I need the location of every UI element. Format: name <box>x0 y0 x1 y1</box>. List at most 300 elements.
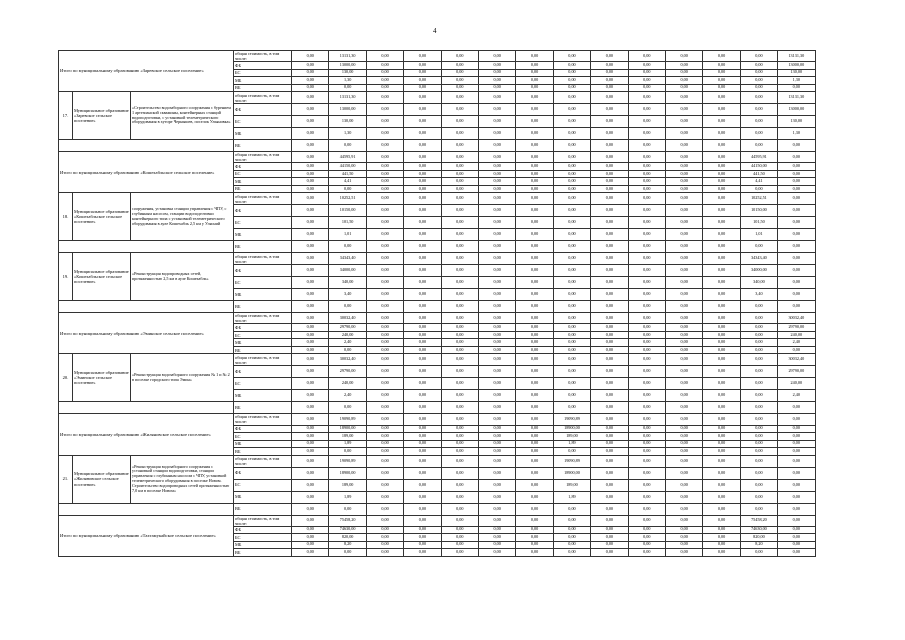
amount-cell: 0,00 <box>516 541 553 549</box>
amount-cell: 0,00 <box>366 217 403 229</box>
amount-cell: 0,00 <box>553 390 590 402</box>
funding-source: общая стоимость, в том числе: <box>234 455 292 467</box>
amount-cell: 0,00 <box>628 104 665 116</box>
amount-cell: 10252,51 <box>740 193 777 205</box>
amount-cell: 0,00 <box>740 503 777 515</box>
amount-cell: 0,00 <box>628 354 665 366</box>
amount-cell: 0,00 <box>665 366 702 378</box>
amount-cell: 0,00 <box>628 448 665 456</box>
amount-cell: 0,00 <box>703 324 740 332</box>
amount-cell: 0,00 <box>516 84 553 92</box>
amount-cell: 0,00 <box>292 51 329 62</box>
amount-cell: 0,00 <box>292 152 329 163</box>
amount-cell: 0,00 <box>778 440 815 448</box>
amount-cell: 0,00 <box>591 526 628 534</box>
amount-cell: 0,00 <box>404 277 441 289</box>
amount-cell: 101,50 <box>740 217 777 229</box>
amount-cell: 0,00 <box>292 69 329 77</box>
amount-cell: 0,00 <box>366 366 403 378</box>
amount-cell: 0,00 <box>740 331 777 339</box>
amount-cell: 0,00 <box>441 313 478 324</box>
amount-cell: 0,00 <box>516 331 553 339</box>
amount-cell: 0,00 <box>366 62 403 70</box>
amount-cell: 0,00 <box>516 241 553 253</box>
amount-cell: 0,00 <box>628 62 665 70</box>
amount-cell: 0,00 <box>553 346 590 354</box>
amount-cell: 0,00 <box>628 425 665 433</box>
amount-cell: 0,00 <box>441 414 478 425</box>
amount-cell: 0,00 <box>703 193 740 205</box>
amount-cell: 13131,30 <box>329 92 366 104</box>
amount-cell: 0,00 <box>292 77 329 85</box>
amount-cell: 0,00 <box>366 241 403 253</box>
amount-cell: 0,00 <box>441 331 478 339</box>
amount-cell: 0,00 <box>778 455 815 467</box>
amount-cell: 0,00 <box>778 526 815 534</box>
amount-cell: 34343,40 <box>329 253 366 265</box>
amount-cell: 0,00 <box>553 541 590 549</box>
funding-source: общая стоимость, в том числе: <box>234 414 292 425</box>
amount-cell: 0,00 <box>628 229 665 241</box>
amount-cell: 0,00 <box>553 549 590 557</box>
amount-cell: 0,00 <box>366 479 403 491</box>
amount-cell: 0,00 <box>329 503 366 515</box>
amount-cell: 0,00 <box>478 241 515 253</box>
amount-cell: 0,00 <box>366 503 403 515</box>
project-description: «Реконструкция водозаборного сооружения № 1 и № 2 в поселке городского типа Эмин» <box>131 354 234 402</box>
amount-cell: 0,00 <box>441 170 478 178</box>
amount-cell: 0,00 <box>441 378 478 390</box>
total-row <box>59 414 816 425</box>
amount-cell: 0,00 <box>553 503 590 515</box>
amount-cell: 0,00 <box>366 253 403 265</box>
amount-cell: 0,00 <box>665 178 702 186</box>
amount-cell: 0,00 <box>404 491 441 503</box>
total-row <box>59 152 816 163</box>
amount-cell: 0,00 <box>478 185 515 193</box>
amount-cell: 0,00 <box>628 205 665 217</box>
funding-source: ВБ <box>234 140 292 152</box>
amount-cell: 0,00 <box>778 229 815 241</box>
amount-cell: 0,00 <box>553 253 590 265</box>
amount-cell: 0,00 <box>516 301 553 313</box>
amount-cell: 0,00 <box>516 448 553 456</box>
funding-source: МБ <box>234 178 292 186</box>
amount-cell: 240,00 <box>329 331 366 339</box>
amount-cell: 0,00 <box>366 534 403 542</box>
amount-cell: 0,00 <box>703 503 740 515</box>
funding-source: общая стоимость, в том числе: <box>234 515 292 526</box>
amount-cell: 0,00 <box>366 346 403 354</box>
funding-source: ФБ <box>234 425 292 433</box>
amount-cell: 0,00 <box>591 366 628 378</box>
amount-cell: 34000,00 <box>329 265 366 277</box>
amount-cell: 0,00 <box>591 170 628 178</box>
amount-cell: 0,00 <box>292 414 329 425</box>
amount-cell: 0,00 <box>628 170 665 178</box>
amount-cell: 0,00 <box>703 229 740 241</box>
amount-cell: 0,00 <box>441 84 478 92</box>
amount-cell: 0,00 <box>591 354 628 366</box>
funding-source: БС <box>234 479 292 491</box>
total-label: Итого по муниципальному образованию «Заревское сельское поселение» <box>59 51 234 92</box>
total-label: Итого по муниципальному образованию «Кошехабльское сельское поселение» <box>59 152 234 193</box>
amount-cell: 0,00 <box>329 241 366 253</box>
amount-cell: 0,00 <box>366 390 403 402</box>
amount-cell: 0,00 <box>628 467 665 479</box>
amount-cell: 0,00 <box>292 515 329 526</box>
amount-cell: 1,89 <box>553 440 590 448</box>
amount-cell: 0,00 <box>366 229 403 241</box>
amount-cell: 1,30 <box>329 128 366 140</box>
amount-cell: 0,00 <box>778 479 815 491</box>
amount-cell: 0,00 <box>516 378 553 390</box>
amount-cell: 0,00 <box>628 84 665 92</box>
amount-cell: 0,00 <box>516 425 553 433</box>
amount-cell: 0,00 <box>292 205 329 217</box>
amount-cell: 0,00 <box>628 140 665 152</box>
amount-cell: 0,00 <box>703 414 740 425</box>
amount-cell: 0,00 <box>441 366 478 378</box>
amount-cell: 0,00 <box>553 163 590 171</box>
amount-cell: 0,00 <box>703 265 740 277</box>
item-number: 20. <box>59 354 73 402</box>
funding-source: ВБ <box>234 503 292 515</box>
funding-source: общая стоимость, в том числе: <box>234 313 292 324</box>
amount-cell: 0,00 <box>628 313 665 324</box>
amount-cell: 0,00 <box>516 116 553 128</box>
amount-cell: 0,00 <box>478 217 515 229</box>
amount-cell: 0,00 <box>778 140 815 152</box>
item-row <box>59 92 816 104</box>
amount-cell: 0,00 <box>516 515 553 526</box>
amount-cell: 0,00 <box>553 265 590 277</box>
amount-cell: 30032,40 <box>778 313 815 324</box>
amount-cell: 0,00 <box>703 185 740 193</box>
amount-cell: 0,00 <box>778 515 815 526</box>
amount-cell: 0,00 <box>665 331 702 339</box>
amount-cell: 0,00 <box>404 241 441 253</box>
amount-cell: 0,00 <box>553 62 590 70</box>
amount-cell: 0,00 <box>665 515 702 526</box>
amount-cell: 0,00 <box>778 152 815 163</box>
amount-cell: 240,00 <box>778 378 815 390</box>
amount-cell: 0,00 <box>591 313 628 324</box>
amount-cell: 0,00 <box>591 178 628 186</box>
amount-cell: 0,00 <box>740 62 777 70</box>
amount-cell: 0,00 <box>778 277 815 289</box>
amount-cell: 0,00 <box>628 549 665 557</box>
amount-cell: 29790,00 <box>329 366 366 378</box>
amount-cell: 30032,40 <box>329 313 366 324</box>
funding-source: ВБ <box>234 301 292 313</box>
amount-cell: 1,01 <box>329 229 366 241</box>
amount-cell: 340,00 <box>740 277 777 289</box>
amount-cell: 0,00 <box>292 140 329 152</box>
amount-cell: 820,00 <box>740 534 777 542</box>
amount-cell: 19090,89 <box>553 414 590 425</box>
amount-cell: 0,00 <box>478 69 515 77</box>
amount-cell: 0,00 <box>292 128 329 140</box>
funding-source: ВБ <box>234 346 292 354</box>
amount-cell: 0,00 <box>478 448 515 456</box>
amount-cell: 0,00 <box>366 331 403 339</box>
amount-cell: 0,00 <box>441 534 478 542</box>
amount-cell: 29790,00 <box>329 324 366 332</box>
funding-source: МБ <box>234 390 292 402</box>
amount-cell: 0,00 <box>404 152 441 163</box>
funding-source: ВБ <box>234 448 292 456</box>
amount-cell: 0,00 <box>478 366 515 378</box>
amount-cell: 0,00 <box>292 289 329 301</box>
amount-cell: 0,00 <box>292 425 329 433</box>
amount-cell: 0,00 <box>778 491 815 503</box>
amount-cell: 0,00 <box>404 128 441 140</box>
amount-cell: 0,00 <box>366 77 403 85</box>
amount-cell: 0,00 <box>553 69 590 77</box>
amount-cell: 0,00 <box>366 378 403 390</box>
amount-cell: 0,00 <box>740 448 777 456</box>
amount-cell: 0,00 <box>665 69 702 77</box>
amount-cell: 0,00 <box>665 390 702 402</box>
amount-cell: 0,00 <box>665 541 702 549</box>
amount-cell: 0,00 <box>628 77 665 85</box>
amount-cell: 0,00 <box>404 534 441 542</box>
amount-cell: 0,00 <box>740 69 777 77</box>
amount-cell: 0,00 <box>665 253 702 265</box>
amount-cell: 0,00 <box>292 402 329 414</box>
amount-cell: 0,00 <box>404 414 441 425</box>
amount-cell: 0,00 <box>591 549 628 557</box>
amount-cell: 1,01 <box>740 229 777 241</box>
amount-cell: 0,00 <box>778 467 815 479</box>
amount-cell: 0,00 <box>366 277 403 289</box>
amount-cell: 74630,00 <box>329 526 366 534</box>
blank-cell <box>59 241 234 253</box>
amount-cell: 0,00 <box>404 354 441 366</box>
amount-cell: 0,00 <box>478 440 515 448</box>
amount-cell: 0,00 <box>441 277 478 289</box>
item-number: 21. <box>59 455 73 503</box>
total-row <box>59 313 816 324</box>
funding-source: ФБ <box>234 163 292 171</box>
amount-cell: 0,00 <box>516 479 553 491</box>
amount-cell: 0,00 <box>628 324 665 332</box>
amount-cell: 0,00 <box>516 414 553 425</box>
page-number: 4 <box>433 27 437 35</box>
amount-cell: 0,00 <box>441 455 478 467</box>
amount-cell: 0,00 <box>516 549 553 557</box>
amount-cell: 0,00 <box>665 241 702 253</box>
amount-cell: 0,00 <box>441 549 478 557</box>
amount-cell: 2,40 <box>329 390 366 402</box>
amount-cell: 0,00 <box>404 313 441 324</box>
amount-cell: 2,40 <box>329 339 366 347</box>
amount-cell: 0,00 <box>478 354 515 366</box>
amount-cell: 1,89 <box>329 491 366 503</box>
funding-source: БС <box>234 277 292 289</box>
amount-cell: 0,00 <box>478 277 515 289</box>
amount-cell: 0,00 <box>478 128 515 140</box>
amount-cell: 0,00 <box>516 346 553 354</box>
amount-cell: 189,00 <box>553 433 590 441</box>
amount-cell: 0,00 <box>292 366 329 378</box>
amount-cell: 0,00 <box>553 193 590 205</box>
amount-cell: 0,00 <box>665 92 702 104</box>
amount-cell: 0,00 <box>404 366 441 378</box>
amount-cell: 0,00 <box>553 170 590 178</box>
amount-cell: 0,00 <box>441 128 478 140</box>
amount-cell: 0,00 <box>628 128 665 140</box>
amount-cell: 0,00 <box>478 313 515 324</box>
amount-cell: 0,00 <box>778 534 815 542</box>
amount-cell: 0,00 <box>366 324 403 332</box>
item-row <box>59 503 816 515</box>
amount-cell: 18900,00 <box>329 425 366 433</box>
amount-cell: 0,00 <box>366 140 403 152</box>
municipality-name: Муниципальное образование «Заревское сельское поселение» <box>73 92 131 140</box>
amount-cell: 0,00 <box>703 301 740 313</box>
funding-source: ВБ <box>234 185 292 193</box>
amount-cell: 0,00 <box>478 515 515 526</box>
amount-cell: 0,00 <box>591 440 628 448</box>
amount-cell: 0,00 <box>665 152 702 163</box>
funding-source: общая стоимость, в том числе: <box>234 51 292 62</box>
amount-cell: 13000,00 <box>778 104 815 116</box>
amount-cell: 0,00 <box>665 346 702 354</box>
amount-cell: 0,00 <box>628 253 665 265</box>
amount-cell: 0,00 <box>628 390 665 402</box>
amount-cell: 0,00 <box>703 140 740 152</box>
amount-cell: 0,00 <box>478 170 515 178</box>
item-number: 19. <box>59 253 73 301</box>
amount-cell: 0,00 <box>366 152 403 163</box>
amount-cell: 0,00 <box>628 152 665 163</box>
blank-cell <box>59 140 234 152</box>
amount-cell: 441,50 <box>740 170 777 178</box>
amount-cell: 0,00 <box>591 541 628 549</box>
amount-cell: 30032,40 <box>329 354 366 366</box>
amount-cell: 0,00 <box>516 339 553 347</box>
amount-cell: 0,00 <box>703 534 740 542</box>
amount-cell: 0,00 <box>478 549 515 557</box>
amount-cell: 0,00 <box>516 185 553 193</box>
amount-cell: 0,00 <box>478 390 515 402</box>
amount-cell: 0,00 <box>703 491 740 503</box>
amount-cell: 0,00 <box>292 354 329 366</box>
amount-cell: 0,00 <box>516 163 553 171</box>
amount-cell: 0,00 <box>441 526 478 534</box>
amount-cell: 2,40 <box>778 339 815 347</box>
amount-cell: 4,41 <box>740 178 777 186</box>
amount-cell: 0,00 <box>441 448 478 456</box>
amount-cell: 3,40 <box>329 289 366 301</box>
amount-cell: 0,00 <box>478 205 515 217</box>
amount-cell: 0,00 <box>740 425 777 433</box>
amount-cell: 0,00 <box>478 193 515 205</box>
amount-cell: 0,00 <box>553 313 590 324</box>
amount-cell: 0,00 <box>478 378 515 390</box>
amount-cell: 0,00 <box>292 229 329 241</box>
amount-cell: 0,00 <box>740 455 777 467</box>
amount-cell: 0,00 <box>703 339 740 347</box>
amount-cell: 0,00 <box>740 390 777 402</box>
amount-cell: 0,00 <box>441 51 478 62</box>
amount-cell: 0,00 <box>478 51 515 62</box>
amount-cell: 44150,00 <box>740 163 777 171</box>
amount-cell: 0,00 <box>703 205 740 217</box>
amount-cell: 0,00 <box>665 378 702 390</box>
amount-cell: 0,00 <box>553 152 590 163</box>
municipality-name: Муниципальное образование «Эминское сельское поселение» <box>73 354 131 402</box>
amount-cell: 0,00 <box>591 455 628 467</box>
amount-cell: 0,00 <box>665 467 702 479</box>
amount-cell: 0,00 <box>778 170 815 178</box>
amount-cell: 0,00 <box>740 354 777 366</box>
amount-cell: 0,00 <box>703 289 740 301</box>
amount-cell: 0,00 <box>740 51 777 62</box>
funding-source: БС <box>234 534 292 542</box>
amount-cell: 0,00 <box>329 185 366 193</box>
total-label: Итого по муниципальному образованию «Жиляновское сельское поселение» <box>59 414 234 455</box>
amount-cell: 820,00 <box>329 534 366 542</box>
amount-cell: 0,00 <box>553 448 590 456</box>
amount-cell: 0,00 <box>404 265 441 277</box>
total-row <box>59 51 816 62</box>
amount-cell: 0,00 <box>778 448 815 456</box>
amount-cell: 0,00 <box>591 152 628 163</box>
amount-cell: 0,00 <box>665 425 702 433</box>
amount-cell: 0,00 <box>292 455 329 467</box>
amount-cell: 0,00 <box>441 253 478 265</box>
amount-cell: 0,00 <box>292 491 329 503</box>
amount-cell: 0,00 <box>628 241 665 253</box>
amount-cell: 0,00 <box>628 265 665 277</box>
amount-cell: 0,00 <box>441 116 478 128</box>
amount-cell: 0,00 <box>703 425 740 433</box>
municipality-name: Муниципальное образование «Кошехабльское сельское поселение» <box>73 193 131 241</box>
funding-source: ФБ <box>234 467 292 479</box>
amount-cell: 0,00 <box>366 433 403 441</box>
amount-cell: 0,00 <box>404 346 441 354</box>
amount-cell: 0,00 <box>628 515 665 526</box>
amount-cell: 0,00 <box>404 339 441 347</box>
amount-cell: 189,00 <box>329 479 366 491</box>
amount-cell: 0,00 <box>478 301 515 313</box>
amount-cell: 0,00 <box>516 390 553 402</box>
amount-cell: 0,00 <box>441 178 478 186</box>
amount-cell: 0,00 <box>441 69 478 77</box>
amount-cell: 0,00 <box>329 402 366 414</box>
amount-cell: 0,00 <box>404 541 441 549</box>
amount-cell: 0,00 <box>703 241 740 253</box>
amount-cell: 0,00 <box>591 62 628 70</box>
amount-cell: 0,00 <box>628 534 665 542</box>
item-row <box>59 253 816 265</box>
amount-cell: 0,00 <box>292 503 329 515</box>
amount-cell: 0,00 <box>516 534 553 542</box>
amount-cell: 0,00 <box>292 277 329 289</box>
amount-cell: 0,00 <box>665 534 702 542</box>
amount-cell: 0,00 <box>591 277 628 289</box>
amount-cell: 0,00 <box>366 178 403 186</box>
amount-cell: 0,00 <box>591 116 628 128</box>
amount-cell: 0,00 <box>404 253 441 265</box>
amount-cell: 0,00 <box>366 515 403 526</box>
amount-cell: 0,00 <box>366 92 403 104</box>
amount-cell: 0,00 <box>516 253 553 265</box>
amount-cell: 0,00 <box>366 51 403 62</box>
